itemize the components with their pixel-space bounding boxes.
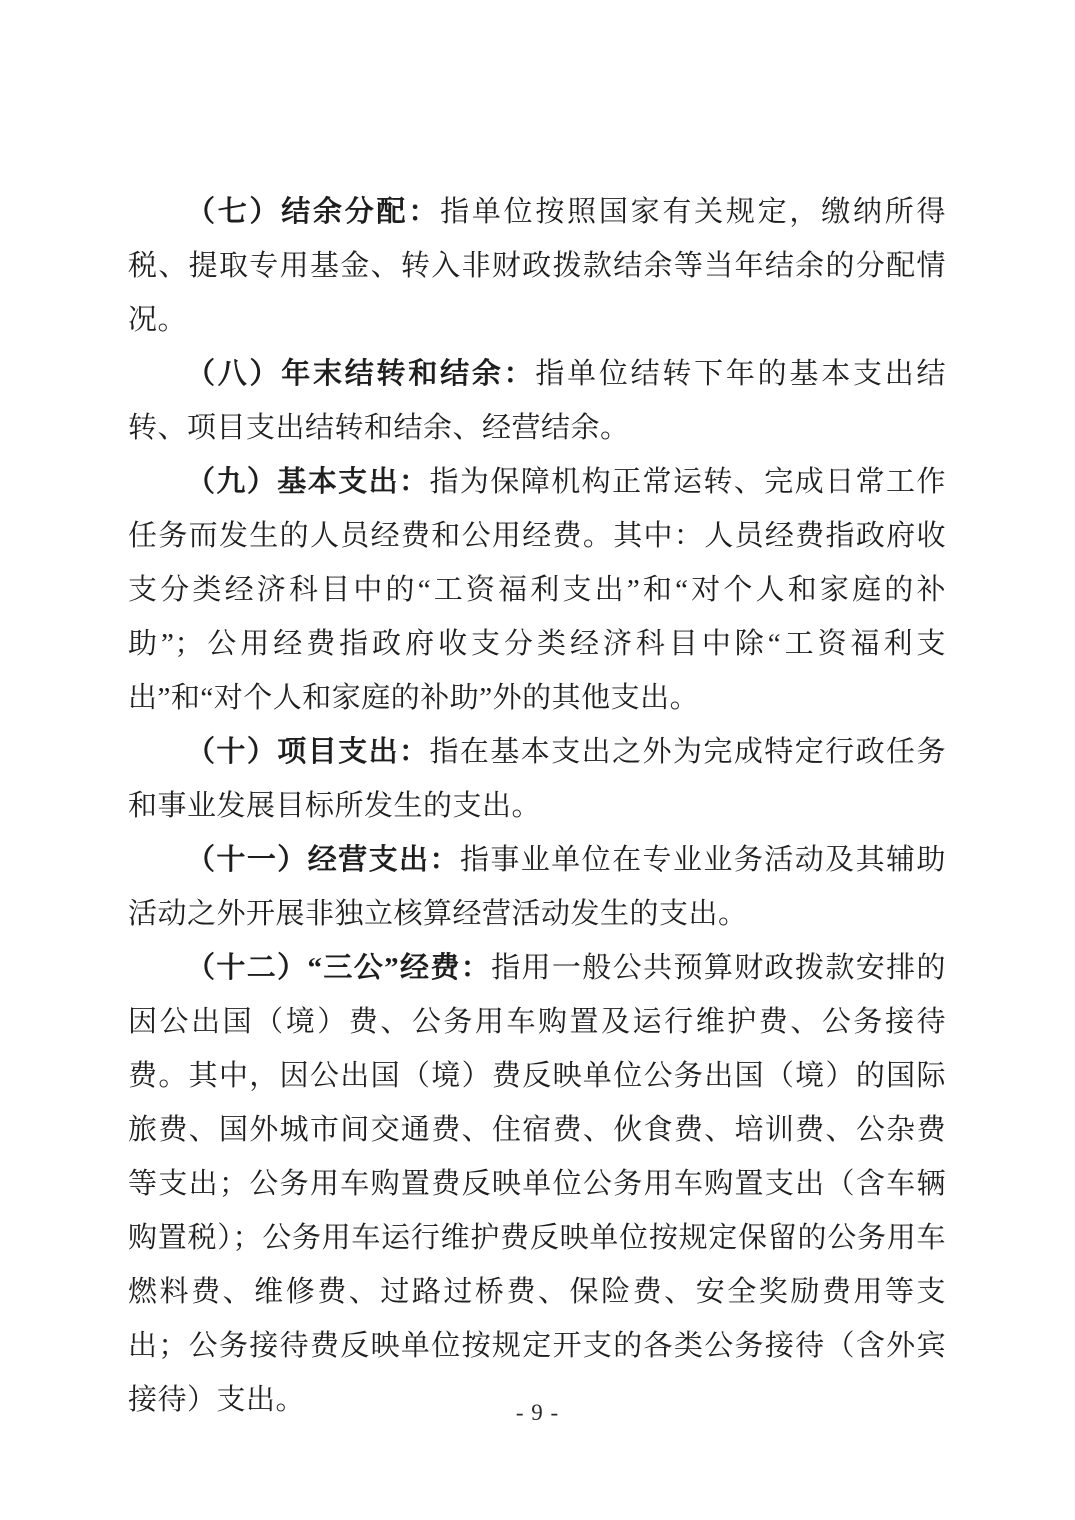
item-text: 指单位按照国家有关规定，缴纳所得税、提取专用基金、转入非财政拨款结余等当年结余的分配情况。 xyxy=(128,196,946,336)
item-label: （九）基本支出： xyxy=(186,466,430,498)
paragraph-item-8 xyxy=(128,347,946,455)
item-label: （十一）经营支出： xyxy=(186,844,460,876)
item-text: 指单位结转下年的基本支出结转、项目支出结转和结余、经营结余。 xyxy=(128,358,946,444)
item-text: 指在基本支出之外为完成特定行政任务和事业发展目标所发生的支出。 xyxy=(128,736,946,822)
page-number: - 9 - xyxy=(515,1400,560,1425)
paragraph-item-7 xyxy=(128,185,946,347)
item-label: （十）项目支出： xyxy=(186,736,430,768)
item-text: 指用一般公共预算财政拨款安排的因公出国（境）费、公务用车购置及运行维护费、公务接待费。其中，因公出国（境）费反映单位公务出国（境）的国际旅费、国外城市间交通费、住宿费、伙食费、培训费、公杂费等支出；公务用车购置费反映单位公务用车购置支出（含车辆购置税）；公务用车运行维护费反映单位按规定保留的公务用车燃料费、维修费、过路过桥费、保险费、安全奖励费用等支出；公务接待费反映单位按规定开支的各类公务接待（含外宾接待）支出。 xyxy=(128,952,946,1416)
page-footer xyxy=(0,1400,1075,1426)
paragraph-item-12 xyxy=(128,941,946,1427)
paragraph-item-11 xyxy=(128,833,946,941)
item-text: 指事业单位在专业业务活动及其辅助活动之外开展非独立核算经营活动发生的支出。 xyxy=(128,844,946,930)
item-text: 指为保障机构正常运转、完成日常工作任务而发生的人员经费和公用经费。其中：人员经费指政府收支分类经济科目中的“工资福利支出”和“对个人和家庭的补助”；公用经费指政府收支分类经济科目中除“工资福利支出”和“对个人和家庭的补助”外的其他支出。 xyxy=(128,466,946,714)
item-label: （十二）“三公”经费： xyxy=(186,952,492,984)
item-label: （七）结余分配： xyxy=(186,196,441,228)
document-body xyxy=(128,185,946,1427)
paragraph-item-9 xyxy=(128,455,946,725)
paragraph-item-10 xyxy=(128,725,946,833)
item-label: （八）年末结转和结余： xyxy=(186,358,536,390)
